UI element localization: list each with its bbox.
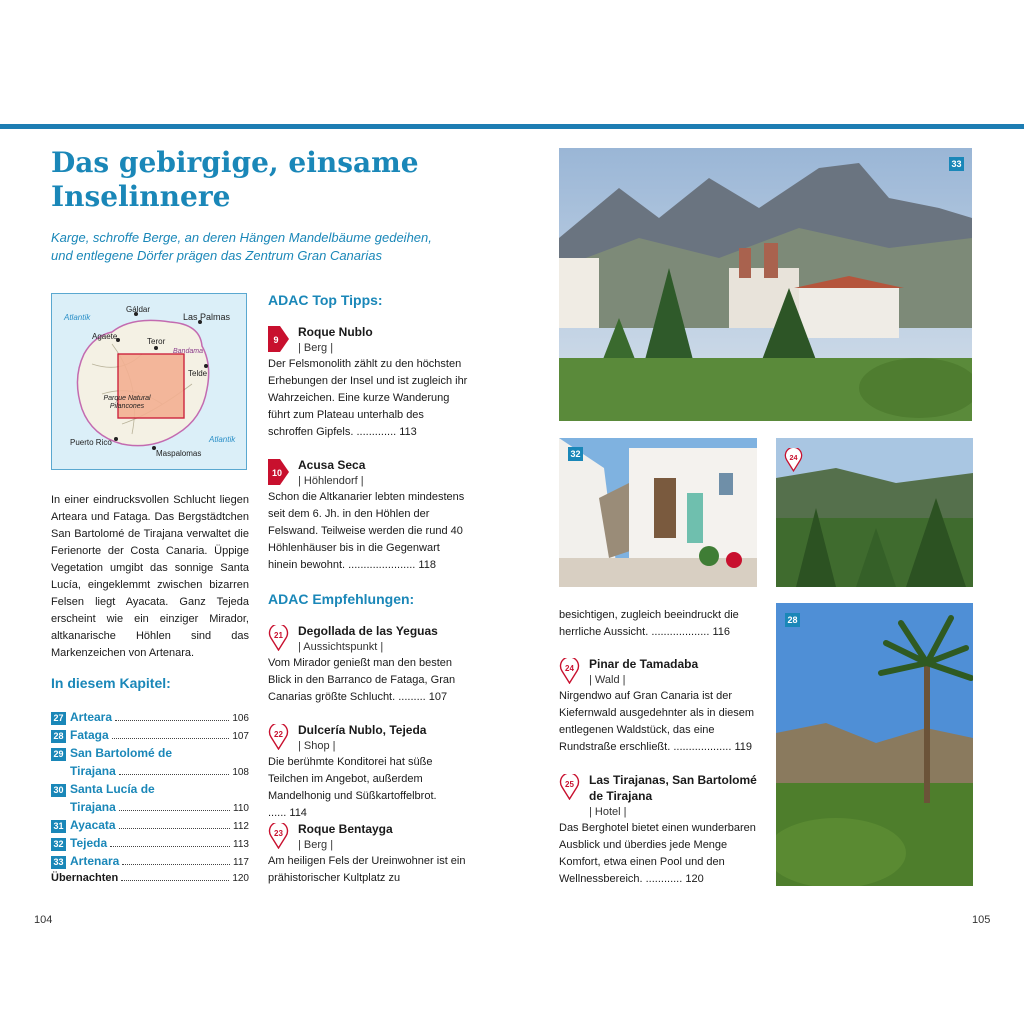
map-label: Parque Natural Pilancones — [103, 395, 151, 410]
svg-text:25: 25 — [565, 780, 574, 789]
page-number-left: 104 — [34, 914, 53, 926]
entry-desc: Vom Mirador genießt man den besten Blick in den Barranco de Fataga, Gran Canarias größte Schlucht. ......... 107 — [268, 657, 456, 703]
leader-dots — [122, 864, 230, 865]
chapter-num: 29 — [51, 748, 66, 761]
recommendation-entry — [559, 656, 759, 756]
chapter-page: 112 — [233, 821, 249, 832]
entry-type: | Wald | — [589, 674, 626, 686]
chapter-name: Ayacata — [70, 818, 116, 832]
chapter-name: Santa Lucía de — [70, 782, 155, 796]
chapter-name: Tirajana — [70, 800, 116, 814]
photo-pine-forest — [776, 438, 973, 587]
chapter-item[interactable] — [51, 728, 249, 746]
leader-dots — [110, 846, 230, 847]
entry-type: | Höhlendorf | — [298, 475, 364, 487]
top-tip-arrow-icon — [268, 459, 289, 485]
chapter-page: 108 — [232, 767, 249, 778]
chapter-num: 31 — [51, 820, 66, 833]
top-rule — [0, 124, 1024, 129]
entry-type: | Berg | — [298, 342, 334, 354]
chapter-name: Tirajana — [70, 764, 116, 778]
recommendations-heading: ADAC Empfehlungen: — [268, 591, 415, 607]
entry-name: Degollada de las Yeguas — [298, 624, 438, 638]
entry-desc: Die berühmte Konditorei hat süße Teilchen im Angebot, außerdem Mandelhonig und Süßkartoffelbrot. ...... 114 — [268, 756, 437, 819]
chapter-num: 27 — [51, 712, 66, 725]
entry-type: | Hotel | — [589, 806, 627, 818]
recommendation-entry — [268, 821, 468, 887]
map-label: Teror — [147, 337, 166, 346]
chapter-item[interactable] — [51, 782, 249, 800]
leader-dots — [121, 880, 229, 881]
entry-name: Roque Bentayga — [298, 822, 393, 836]
svg-text:9: 9 — [273, 335, 279, 345]
photo-number-badge: 28 — [785, 613, 800, 627]
chapter-name: Fataga — [70, 728, 109, 742]
recommendation-entry — [559, 772, 759, 888]
entry-name: Dulcería Nublo, Tejeda — [298, 723, 427, 737]
map-label: Gáldar — [126, 305, 151, 314]
pin-marker-icon — [268, 625, 289, 651]
entry-name: Pinar de Tamadaba — [589, 657, 699, 671]
chapter-name: Arteara — [70, 710, 113, 724]
intro-text: In einer eindrucksvollen Schlucht liegen Arteara und Fataga. Das Bergstädtchen San Bartolomé de Tirajana verwaltet die Ferienorte der Costa Canaria. Üppige Vegetation umgibt das sonnige Santa Lucía, eingeklemmt zwischen bizarren Felsen liegt Ayacata. Ganz Tejeda erscheint wie ein einziger Mirador, altkanarische Höhlen sind das Markenzeichen von Artenara. — [51, 494, 249, 659]
pin-marker-icon — [268, 823, 289, 849]
chapter-page: 120 — [232, 873, 249, 884]
entry-name: Acusa Seca — [298, 458, 366, 472]
chapter-name: Tejeda — [70, 836, 108, 850]
entry-type: | Aussichtspunkt | — [298, 641, 384, 653]
pin-marker-icon — [559, 774, 580, 800]
entry-name: Roque Nublo — [298, 325, 373, 339]
chapter-name: Artenara — [70, 854, 120, 868]
chapter-item[interactable] — [51, 836, 249, 854]
svg-text:24: 24 — [565, 664, 574, 673]
lead-text: Karge, schroffe Berge, an deren Hängen Mandelbäume gedeihen, und entlegene Dörfer prägen das Zentrum Gran Canarias — [51, 230, 432, 263]
top-tip-entry — [268, 457, 468, 574]
map-sea-label: Atlantik — [209, 435, 236, 444]
entry-desc: Schon die Altkanarier lebten mindestens seit dem 6. Jh. in den Höhlen der Felswand. Teilweise werden die rund 40 Höhlenhäuser bis in die Gegenwart hinein bewohnt. ...................... 118 — [268, 491, 465, 571]
chapter-item-overnight[interactable] — [51, 872, 249, 890]
entry-desc: besichtigen, zugleich beeindruckt die herrliche Aussicht. ................... 116 — [559, 609, 739, 638]
chapter-heading: In diesem Kapitel: — [51, 675, 171, 691]
svg-text:21: 21 — [274, 631, 283, 640]
entry-desc: Der Felsmonolith zählt zu den höchsten Erhebungen der Insel und ist zugleich ihr Wahrzeichen. Eine kurze Wanderung führt zum Plateau unterhalb des schroffen Gipfels. ............. 113 — [268, 358, 468, 438]
photo-number-badge: 32 — [568, 447, 583, 461]
pin-marker-icon — [784, 448, 803, 472]
photo-tejeda-village — [559, 148, 972, 421]
leader-dots — [112, 738, 230, 739]
chapter-item[interactable] — [51, 818, 249, 836]
chapter-page: 113 — [233, 839, 249, 850]
chapter-page: 117 — [233, 857, 249, 868]
chapter-item[interactable] — [51, 710, 249, 728]
leader-dots — [115, 720, 229, 721]
chapter-item[interactable] — [51, 746, 249, 764]
leader-dots — [119, 774, 230, 775]
top-tips-heading: ADAC Top Tipps: — [268, 292, 383, 308]
forest-image — [776, 438, 973, 587]
pin-marker-icon — [268, 724, 289, 750]
chapter-item[interactable] — [51, 854, 249, 872]
overview-map — [51, 293, 247, 470]
map-label: Puerto Rico — [70, 438, 112, 447]
chapter-num: 33 — [51, 856, 66, 869]
chapter-name: San Bartolomé de — [70, 746, 173, 760]
map-label: Agaete — [92, 332, 118, 341]
entry-type: | Shop | — [298, 740, 336, 752]
chapter-page: 107 — [232, 731, 249, 742]
leader-dots — [119, 810, 230, 811]
svg-text:24: 24 — [789, 453, 798, 462]
pin-marker-icon — [559, 658, 580, 684]
chapter-page: 106 — [232, 713, 249, 724]
chapter-item-cont[interactable] — [51, 800, 249, 818]
chapter-list — [51, 710, 249, 890]
landscape-image — [559, 148, 972, 421]
entry-desc: Das Berghotel bietet einen wunderbaren Ausblick und überdies jede Menge Komfort, etwa einen Pool und den Wellnessbereich. ............ 120 — [559, 822, 756, 885]
palm-image — [776, 603, 973, 886]
chapter-num: 30 — [51, 784, 66, 797]
chapter-item-cont[interactable] — [51, 764, 249, 782]
map-label: Telde — [188, 369, 208, 378]
map-label: Maspalomas — [156, 449, 202, 458]
street-image — [559, 438, 757, 587]
page-number-right: 105 — [972, 914, 991, 926]
leader-dots — [119, 828, 230, 829]
entry-name: Las Tirajanas, San Bartolomé de Tirajana — [589, 773, 757, 803]
top-tip-arrow-icon — [268, 326, 289, 352]
page-title: Das gebirgige, einsame Inselinnere — [51, 146, 419, 213]
map-label: Bandama — [173, 348, 203, 355]
chapter-num: 32 — [51, 838, 66, 851]
recommendation-continued — [559, 607, 759, 641]
photo-number-badge: 33 — [949, 157, 964, 171]
top-tip-entry — [268, 324, 468, 441]
chapter-page: 110 — [233, 803, 249, 814]
recommendation-entry — [268, 623, 468, 706]
svg-text:10: 10 — [271, 468, 283, 478]
chapter-num: 28 — [51, 730, 66, 743]
entry-desc: Am heiligen Fels der Ureinwohner ist ein prähistorischer Kultplatz zu — [268, 855, 466, 884]
map-sea-label: Atlantik — [64, 313, 91, 322]
entry-type: | Berg | — [298, 839, 334, 851]
photo-white-street — [559, 438, 757, 587]
map-label: Las Palmas — [183, 312, 231, 322]
svg-text:23: 23 — [274, 829, 283, 838]
entry-desc: Nirgendwo auf Gran Canaria ist der Kiefernwald ausgedehnter als in diesem entlegenen Waldstück, das eine Rundstraße erschließt. ................... 119 — [559, 690, 755, 753]
photo-palm-valley — [776, 603, 973, 886]
svg-text:22: 22 — [274, 730, 283, 739]
chapter-name: Übernachten — [51, 872, 119, 884]
recommendation-entry — [268, 722, 468, 822]
